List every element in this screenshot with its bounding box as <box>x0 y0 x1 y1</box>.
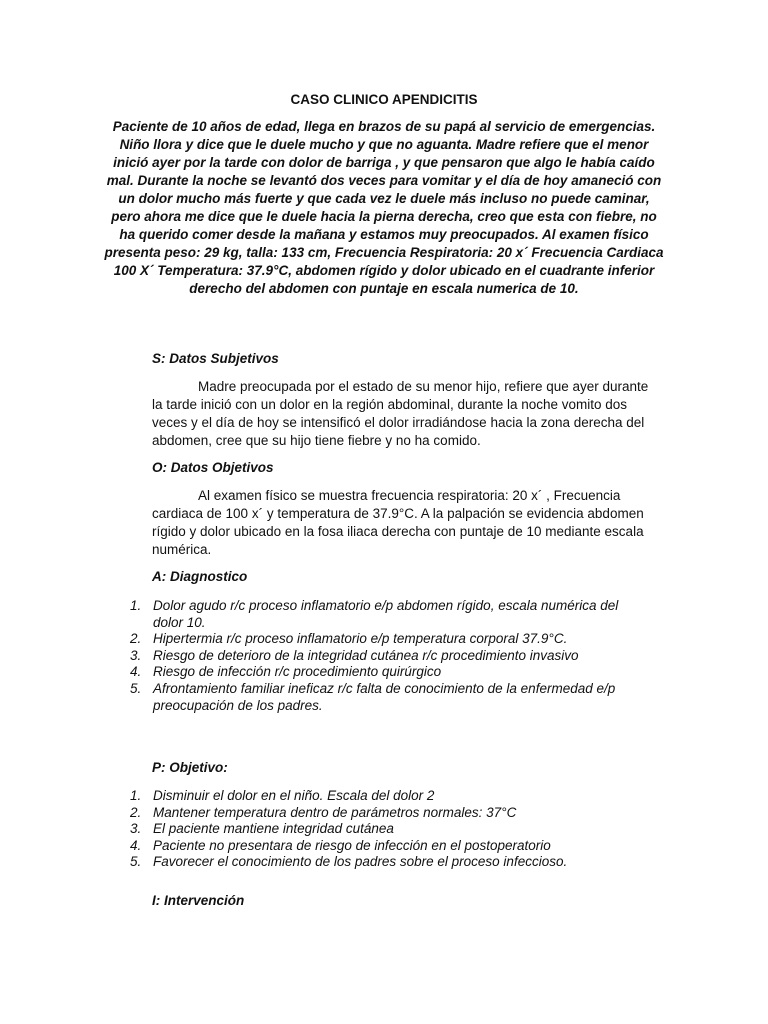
list-item <box>130 838 640 855</box>
list-text: Afrontamiento familiar ineficaz r/c falta de conocimiento de la enfermedad e/p preocupación de los padres. <box>153 680 616 713</box>
list-number: 1. <box>130 598 142 613</box>
list-number: 2. <box>130 631 142 647</box>
list-number: 5. <box>130 680 142 696</box>
case-description: Paciente de 10 años de edad, llega en brazos de su papá al servicio de emergencias. Niño llora y dice que le duele mucho y que no aguanta. Madre refiere que el menor inició ayer por la tarde con dolor de barriga , y que pensaron que algo le había caído mal. Durante la noche se levantó dos veces para vomitar y el día de hoy amaneció con un dolor mucho más fuerte y que cada vez le duele más incluso no puede caminar, pero ahora me dice que le duele hacia la pierna derecha, creo que esta con fiebre, no ha querido comer desde la mañana y estamos muy preocupados. Al examen físico presenta peso: 29 kg, talla: 133 cm, Frecuencia Respiratoria: 20 x´ Frecuencia Cardiaca 100 X´ Temperatura: 37.9°C, abdomen rígido y dolor ubicado en el cuadrante inferior derecho del abdomen con puntaje en escala numerica de 10. <box>104 119 664 296</box>
document-title: CASO CLINICO APENDICITIS <box>290 92 478 107</box>
list-item <box>130 648 640 665</box>
diagnosis-list <box>130 598 640 714</box>
list-text: Disminuir el dolor en el niño. Escala del dolor 2 <box>153 788 435 803</box>
objective-heading: O: Datos Objetivos <box>152 460 274 475</box>
list-number: 5. <box>130 854 142 870</box>
list-number: 3. <box>130 647 142 663</box>
list-number: 3. <box>130 821 142 837</box>
list-number: 4. <box>130 837 142 853</box>
list-number: 4. <box>130 664 142 680</box>
plan-list <box>130 788 640 871</box>
list-item <box>130 598 640 631</box>
subjective-text: Madre preocupada por el estado de su menor hijo, refiere que ayer durante la tarde inició con un dolor en la región abdominal, durante la noche vomito dos veces y el día de hoy se intensificó el dolor irradiándose hacia la zona derecha del abdomen, cree que su hijo tiene fiebre y no ha comido. <box>152 379 649 448</box>
list-item <box>130 821 640 838</box>
list-text: Favorecer el conocimiento de los padres sobre el proceso infeccioso. <box>153 854 568 870</box>
objective-text: Al examen físico se muestra frecuencia respiratoria: 20 x´ , Frecuencia cardiaca de 100 x´ y temperatura de 37.9°C. A la palpación se evidencia abdomen rígido y dolor ubicado en la fosa iliaca derecha con puntaje de 10 mediante escala numérica. <box>152 488 644 557</box>
list-number: 2. <box>130 804 142 820</box>
list-text: Riesgo de deterioro de la integridad cutánea r/c procedimiento invasivo <box>153 647 579 663</box>
list-text: Riesgo de infección r/c procedimiento quirúrgico <box>153 664 442 680</box>
list-text: Dolor agudo r/c proceso inflamatorio e/p abdomen rígido, escala numérica del dolor 10. <box>153 598 619 630</box>
subjective-heading: S: Datos Subjetivos <box>152 351 279 366</box>
diagnosis-heading: A: Diagnostico <box>152 569 248 584</box>
list-number: 1. <box>130 788 142 803</box>
plan-heading: P: Objetivo: <box>152 760 228 775</box>
list-item <box>130 631 640 648</box>
list-item <box>130 681 640 714</box>
intervention-heading: I: Intervención <box>152 893 245 908</box>
list-text: Paciente no presentara de riesgo de infección en el postoperatorio <box>153 837 551 853</box>
list-text: Hipertermia r/c proceso inflamatorio e/p temperatura corporal 37.9°C. <box>153 631 568 647</box>
list-text: El paciente mantiene integridad cutánea <box>153 821 394 837</box>
list-text: Mantener temperatura dentro de parámetros normales: 37°C <box>153 804 517 820</box>
list-item <box>130 664 640 681</box>
list-item <box>130 805 640 822</box>
list-item <box>130 854 640 871</box>
list-item <box>130 788 640 805</box>
